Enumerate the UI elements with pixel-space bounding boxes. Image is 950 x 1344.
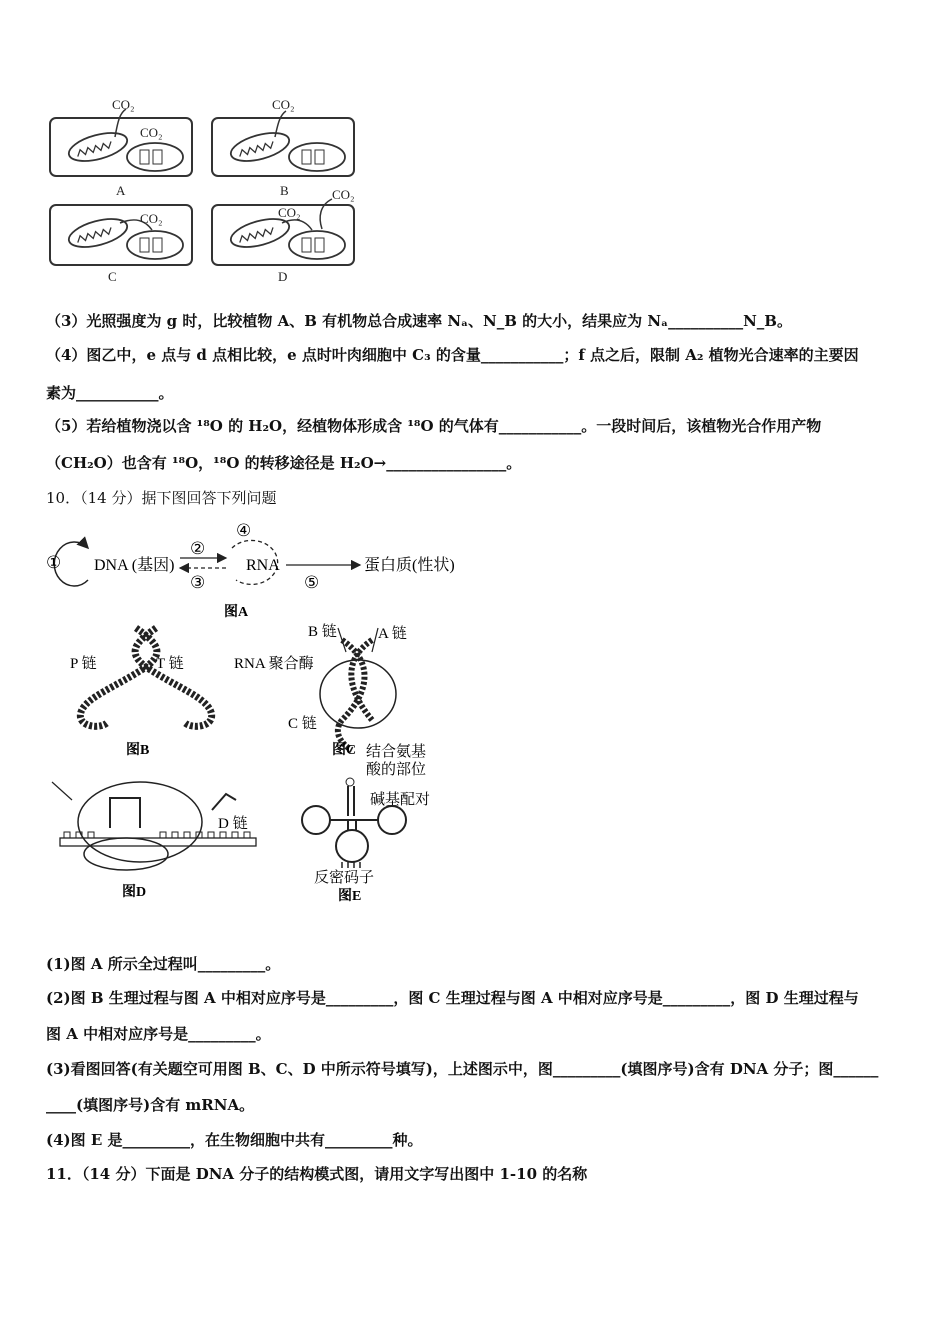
anticodon-label: 反密码子 (314, 870, 375, 886)
rna-label: RNA (246, 557, 280, 574)
cell-d (212, 187, 355, 284)
p-strand-label: P 链 (70, 656, 97, 672)
q9-part5-line1: （5）若给植物浇以含 ¹⁸O 的 H₂O，经植物体形成含 ¹⁸O 的气体有___________。一段时间后，该植物光合作用产物 (46, 417, 822, 435)
b-strand-label: B 链 (308, 624, 337, 640)
q9-part3: （3）光照强度为 g 时，比较植物 A、B 有机物总合成速率 Nₐ、N_B 的大小，结果应为 Nₐ__________N_B。 (46, 312, 792, 330)
q10-part2-line1: (2)图 B 生理过程与图 A 中相对应序号是_________，图 C 生理过程与图 A 中相对应序号是_________，图 D 生理过程与 (46, 989, 859, 1007)
amino-acid-site-label-1: 结合氨基 (366, 744, 427, 760)
step-5: ⑤ (304, 573, 320, 592)
cell-label-b: B (280, 183, 289, 198)
base-pairing-label: 碱基配对 (370, 792, 431, 808)
q9-part5-line2: （CH₂O）也含有 ¹⁸O，¹⁸O 的转移途径是 H₂O→________________。 (46, 454, 522, 472)
figure-b (66, 622, 226, 760)
rna-polymerase-label: RNA 聚合酶 (234, 656, 314, 672)
c-strand-label: C 链 (288, 716, 317, 732)
cell-a (50, 97, 192, 198)
figure-c-caption: 图C (332, 743, 357, 758)
step-2: ② (190, 539, 206, 558)
cell-c (50, 205, 192, 284)
figure-b-caption: 图B (126, 743, 150, 758)
a-strand-label: A 链 (378, 626, 407, 642)
q10-heading: 10．（14 分）据下图回答下列问题 (46, 489, 277, 507)
step-4: ④ (236, 521, 252, 540)
figure-a-caption: 图A (224, 605, 249, 620)
protein-trait-label: 蛋白质(性状) (364, 557, 455, 574)
q10-part3-line2: ____(填图序号)含有 mRNA。 (46, 1096, 255, 1114)
co2-label: CO₂ (140, 211, 163, 226)
co2-label: CO₂ (112, 97, 135, 112)
q9-part4-line1: （4）图乙中，e 点与 d 点相比较，e 点时叶肉细胞中 C₃ 的含量___________；f 点之后，限制 A₂ 植物光合速率的主要因 (46, 346, 859, 364)
co2-label: CO₂ (332, 187, 355, 202)
co2-label: CO₂ (278, 205, 301, 220)
figure-e (292, 738, 462, 903)
q10-part3-line1: (3)看图回答(有关题空可用图 B、C、D 中所示符号填写)，上述图示中，图_________(填图序号)含有 DNA 分子；图______ (46, 1060, 879, 1078)
q10-part2-line2: 图 A 中相对应序号是_________。 (46, 1025, 271, 1043)
dna-gene-label: DNA (基因) (94, 557, 175, 574)
q10-part1: (1)图 A 所示全过程叫_________。 (46, 955, 281, 973)
figure-a (40, 518, 455, 623)
amino-acid-site-label-2: 酸的部位 (366, 762, 427, 778)
cells-figure (40, 95, 380, 285)
cell-label-a: A (116, 183, 126, 198)
cell-label-d: D (278, 269, 288, 284)
q11-heading: 11．（14 分）下面是 DNA 分子的结构模式图，请用文字写出图中 1-10 的名称 (46, 1165, 588, 1183)
co2-label: CO₂ (140, 125, 163, 140)
figure-d (42, 770, 272, 905)
step-1: ① (46, 553, 62, 572)
t-strand-label: T 链 (156, 656, 184, 672)
co2-label: CO₂ (272, 97, 295, 112)
cell-label-c: C (108, 269, 117, 284)
figure-e-caption: 图E (338, 889, 362, 904)
figure-d-caption: 图D (122, 885, 147, 900)
q9-part4-line2: 素为___________。 (46, 384, 174, 402)
cell-b (212, 97, 354, 198)
step-3: ③ (190, 573, 206, 592)
d-strand-label: D 链 (218, 816, 248, 832)
q10-part4: (4)图 E 是_________，在生物细胞中共有_________种。 (46, 1131, 423, 1149)
